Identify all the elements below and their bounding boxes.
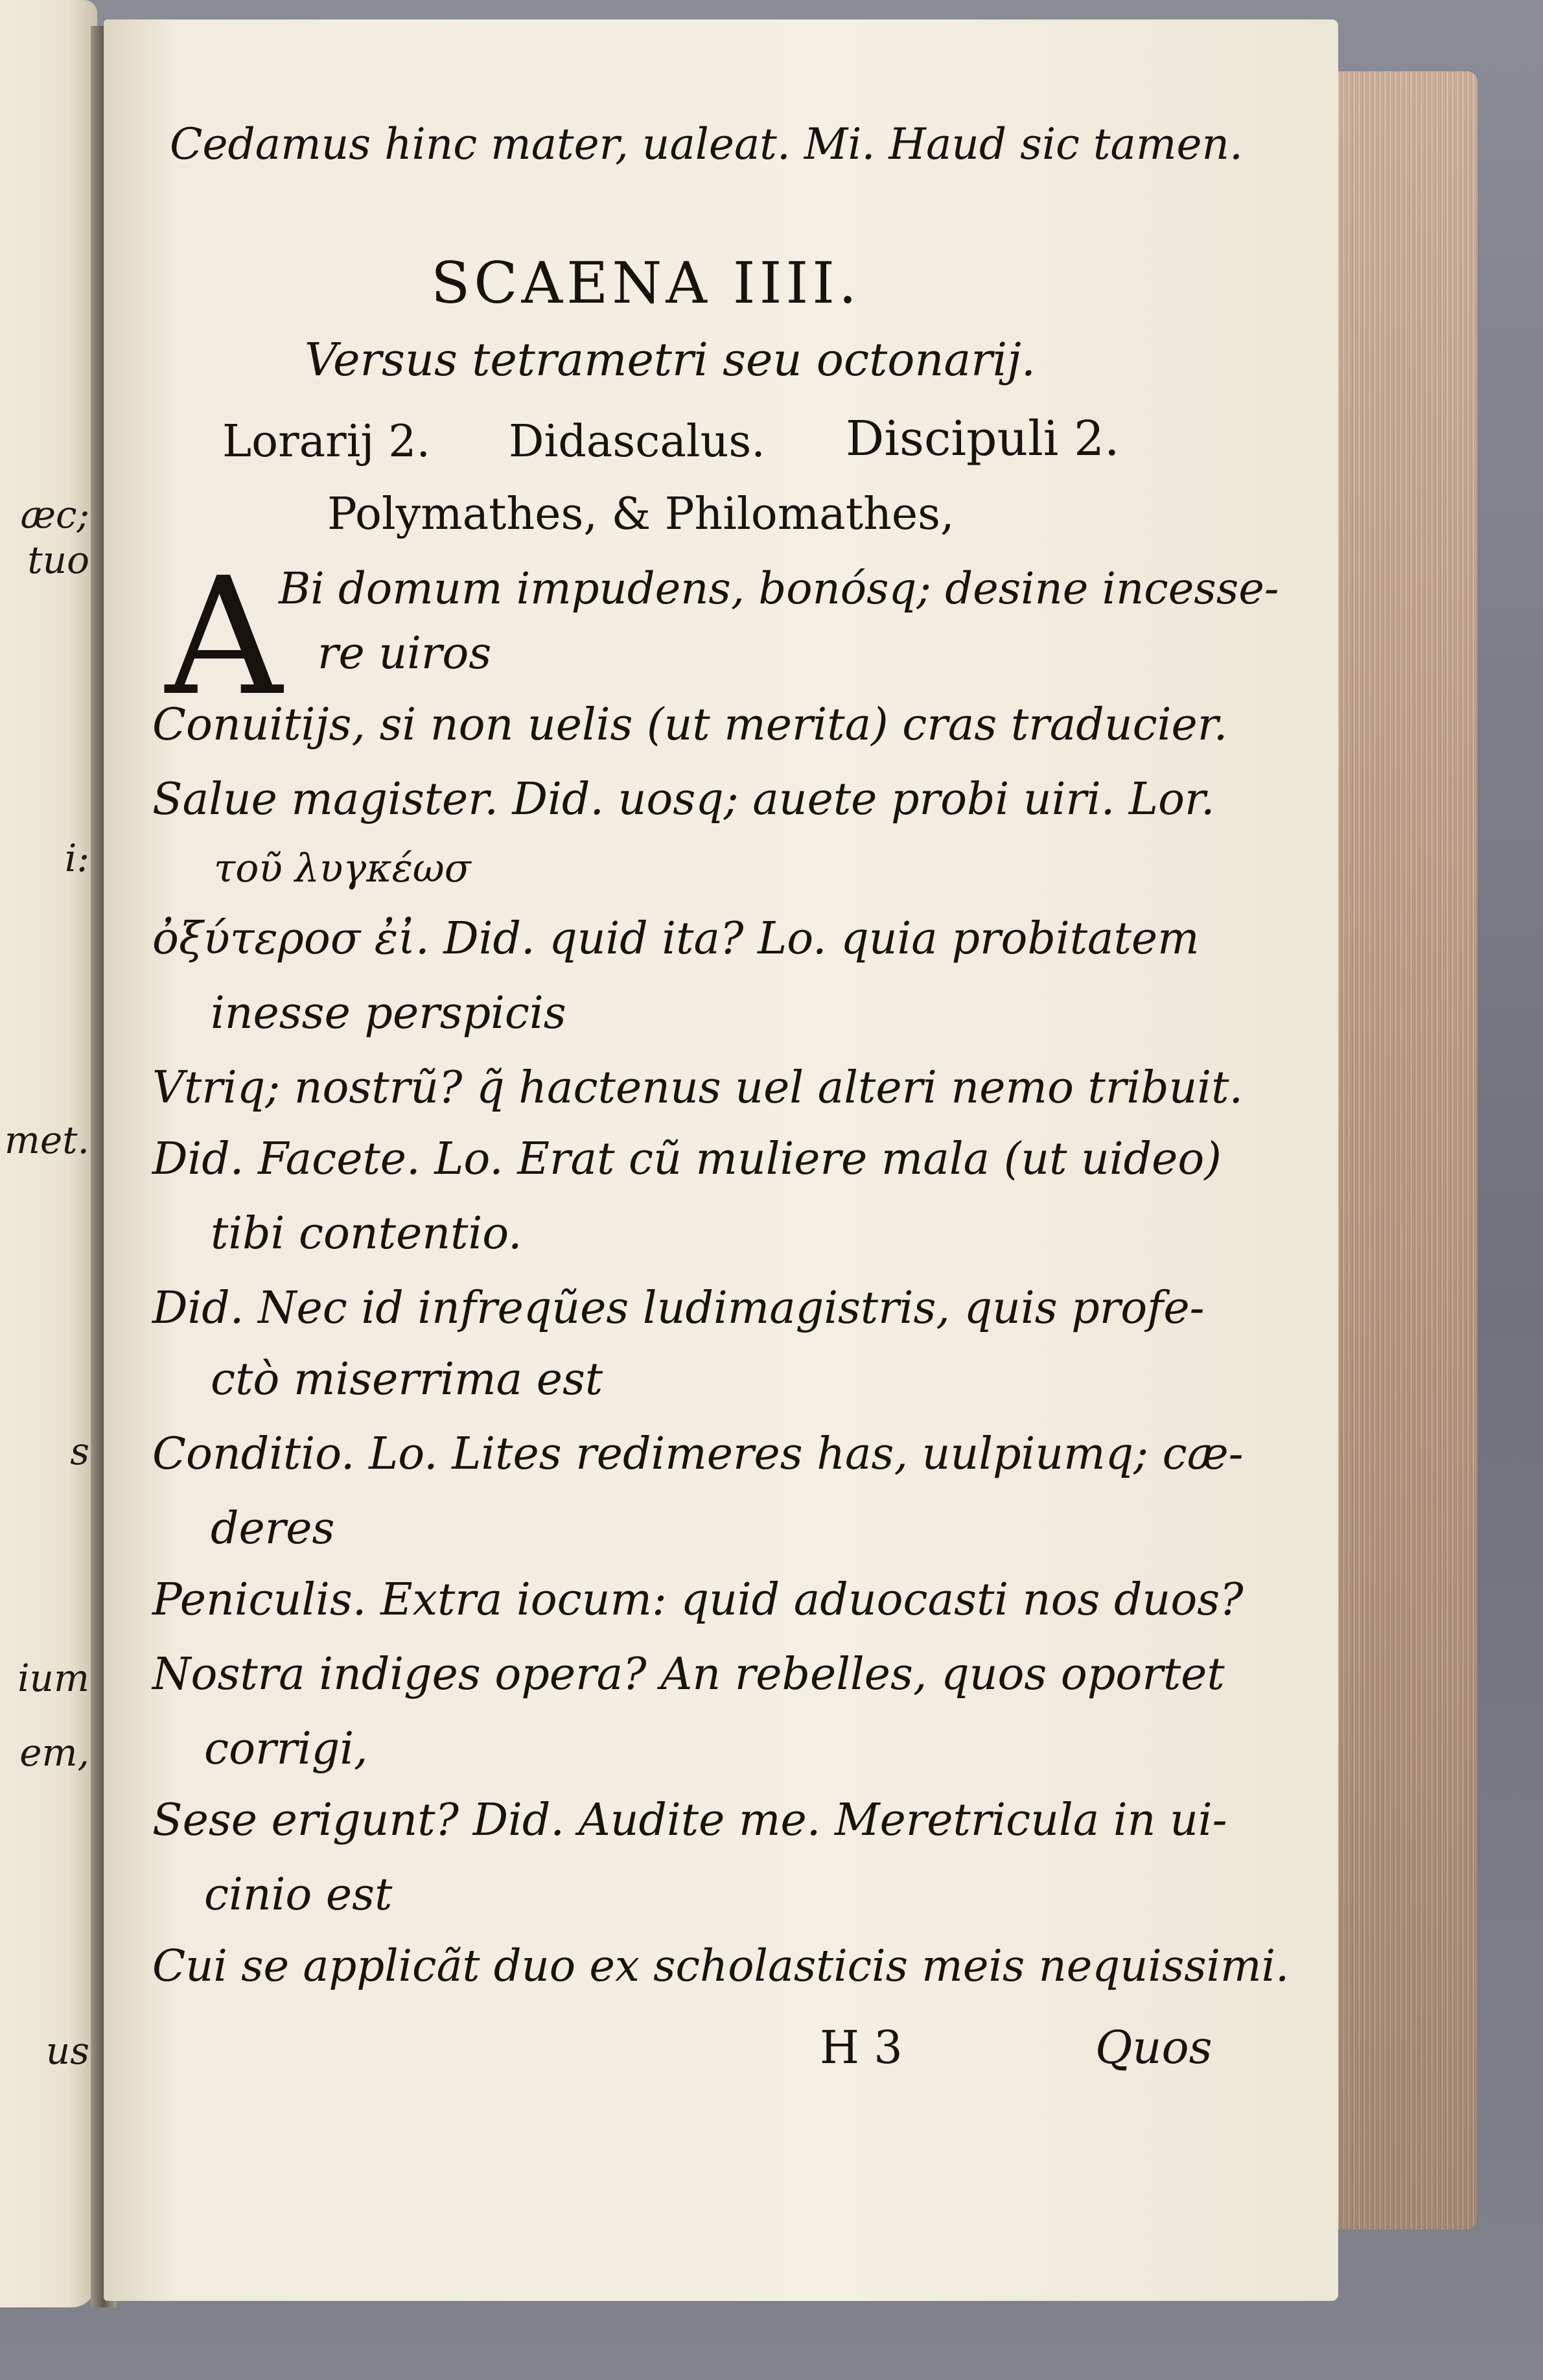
text-line: ὀξύτεροσ ἐἰ. Did. quid ita? Lo. quia probitatem [152, 913, 1200, 964]
text-line: Sese erigunt? Did. Audite me. Meretricula in ui- [152, 1795, 1227, 1846]
text-line-greek: τοῦ λυγκέωσ [214, 846, 471, 891]
left-fragment: us [45, 2029, 89, 2073]
text-line: inesse perspicis [211, 988, 566, 1039]
character-discipuli: Discipuli 2. [846, 411, 1120, 467]
text-line: deres [211, 1503, 335, 1554]
left-fragment: s [70, 1429, 89, 1473]
text-line: Salue magister. Did. uosq; auete probi uiri. Lor. [152, 774, 1215, 825]
text-line: Conuitijs, si non uelis (ut merita) cras traducier. [152, 699, 1228, 751]
text-line: tibi contentio. [211, 1208, 522, 1259]
catchword: Quos [1095, 2021, 1212, 2074]
text-line: Conditio. Lo. Lites redimeres has, uulpiumq; cæ- [152, 1429, 1244, 1480]
character-names: Polymathes, & Philomathes, [327, 489, 955, 540]
left-fragment: tuo [27, 538, 89, 582]
text-line: Did. Facete. Lo. Erat cũ muliere mala (ut uideo) [152, 1134, 1222, 1185]
left-fragment: met. [4, 1118, 89, 1162]
scene-title: SCAENA IIII. [431, 250, 861, 316]
signature-mark: H 3 [820, 2021, 903, 2074]
left-fragment: ium [17, 1656, 89, 1700]
left-fragment: i: [64, 836, 89, 880]
drop-cap: A [165, 542, 283, 731]
text-line: ctò miserrima est [211, 1354, 603, 1405]
character-didascalus: Didascalus. [509, 416, 765, 467]
left-fragment: em, [19, 1731, 89, 1775]
text-line: cinio est [204, 1869, 393, 1920]
text-line: re uiros [318, 628, 492, 679]
text-line: Vtriq; nostrũ? q̃ hactenus uel alteri nemo tribuit. [152, 1062, 1244, 1114]
text-line: Peniculis. Extra iocum: quid aduocasti nos duos? [152, 1574, 1244, 1626]
character-lorarii: Lorarij 2. [222, 416, 430, 467]
verse-note: Versus tetrametri seu octonarij. [305, 333, 1036, 386]
text-line: corrigi, [204, 1723, 368, 1775]
header-line: Cedamus hinc mater, ualeat. Mi. Haud sic tamen. [170, 119, 1243, 169]
text-line: Did. Nec id infreqũes ludimagistris, quis profe- [152, 1283, 1205, 1334]
left-fragment: æc; [20, 493, 89, 537]
text-line: Bi domum impudens, bonósq; desine incesse- [279, 563, 1279, 614]
text-line: Cui se applicãt duo ex scholasticis meis nequissimi. [152, 1941, 1290, 1991]
text-line: Nostra indiges opera? An rebelles, quos oportet [152, 1649, 1225, 1700]
